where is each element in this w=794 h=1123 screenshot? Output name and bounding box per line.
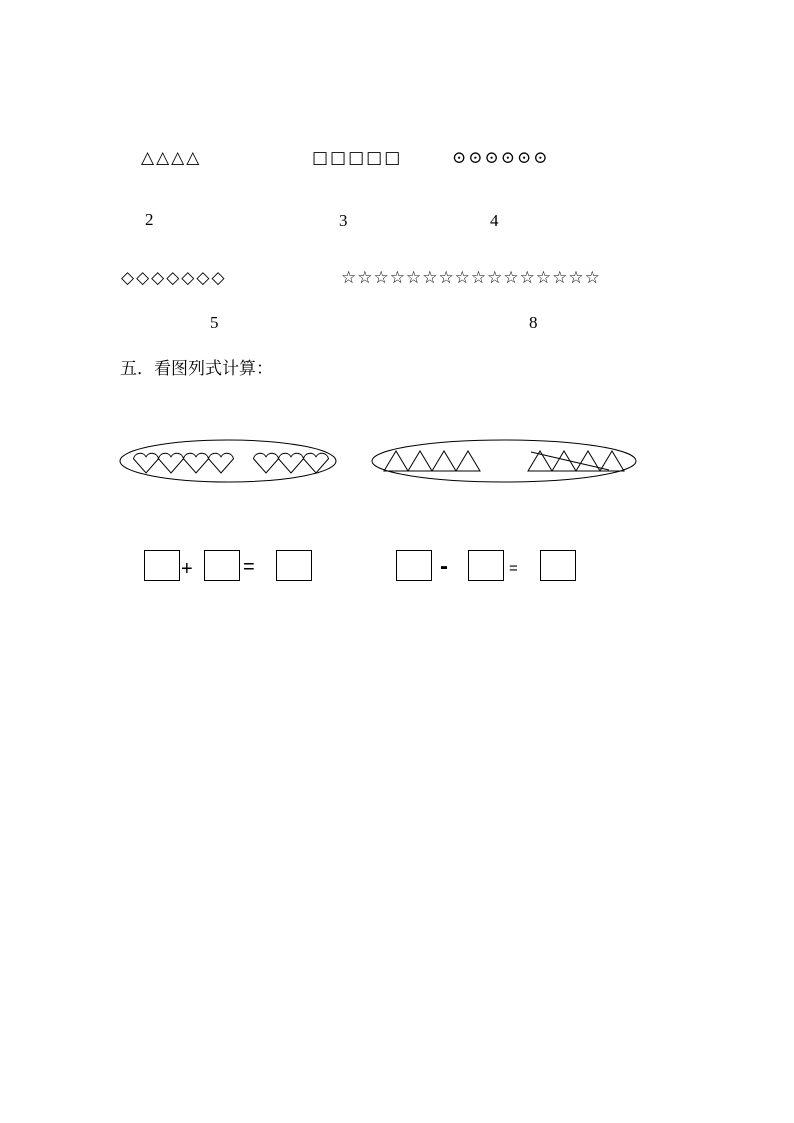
answer-box-2[interactable] xyxy=(204,550,240,581)
plus-sign: + xyxy=(181,558,193,580)
heart-icon xyxy=(134,453,159,473)
number-2: 2 xyxy=(145,210,154,229)
squares-row: □□□□□ xyxy=(312,148,403,168)
triangle-icon xyxy=(456,451,480,471)
equals-sign-1: = xyxy=(243,556,255,578)
number-4: 4 xyxy=(490,211,499,230)
answer-box-3[interactable] xyxy=(276,550,312,581)
section-heading: 五．看图列式计算： xyxy=(120,359,273,379)
diamonds-row: ◇◇◇◇◇◇◇ xyxy=(121,268,227,288)
answer-box-1[interactable] xyxy=(144,550,180,581)
number-8: 8 xyxy=(529,313,538,332)
triangles-ellipse xyxy=(372,440,636,482)
answer-box-4[interactable] xyxy=(396,550,432,581)
hearts-ellipse-figure xyxy=(120,440,336,482)
triangle-icon xyxy=(552,451,576,471)
triangle-icon xyxy=(384,451,408,471)
triangles-ellipse-figure xyxy=(372,440,636,482)
triangle-icon xyxy=(408,451,432,471)
heart-icon xyxy=(254,453,279,473)
answer-box-6[interactable] xyxy=(540,550,576,581)
heart-icon xyxy=(209,453,234,473)
triangle-icon xyxy=(576,451,600,471)
triangle-icon xyxy=(432,451,456,471)
heart-icon xyxy=(184,453,209,473)
heart-icon xyxy=(279,453,304,473)
equals-sign-2: = xyxy=(509,560,518,577)
heart-icon xyxy=(159,453,184,473)
minus-sign: - xyxy=(440,553,448,580)
number-5: 5 xyxy=(210,313,219,332)
answer-box-5[interactable] xyxy=(468,550,504,581)
stars-row: ☆☆☆☆☆☆☆☆☆☆☆☆☆☆☆☆ xyxy=(341,268,601,288)
triangle-icon xyxy=(600,451,624,471)
dotted-circles-row: ⊙⊙⊙⊙⊙⊙ xyxy=(452,148,550,168)
cross-out-line xyxy=(531,452,609,470)
hearts-ellipse xyxy=(120,440,336,482)
triangles-row: △△△△ xyxy=(141,148,202,168)
number-3: 3 xyxy=(339,211,348,230)
